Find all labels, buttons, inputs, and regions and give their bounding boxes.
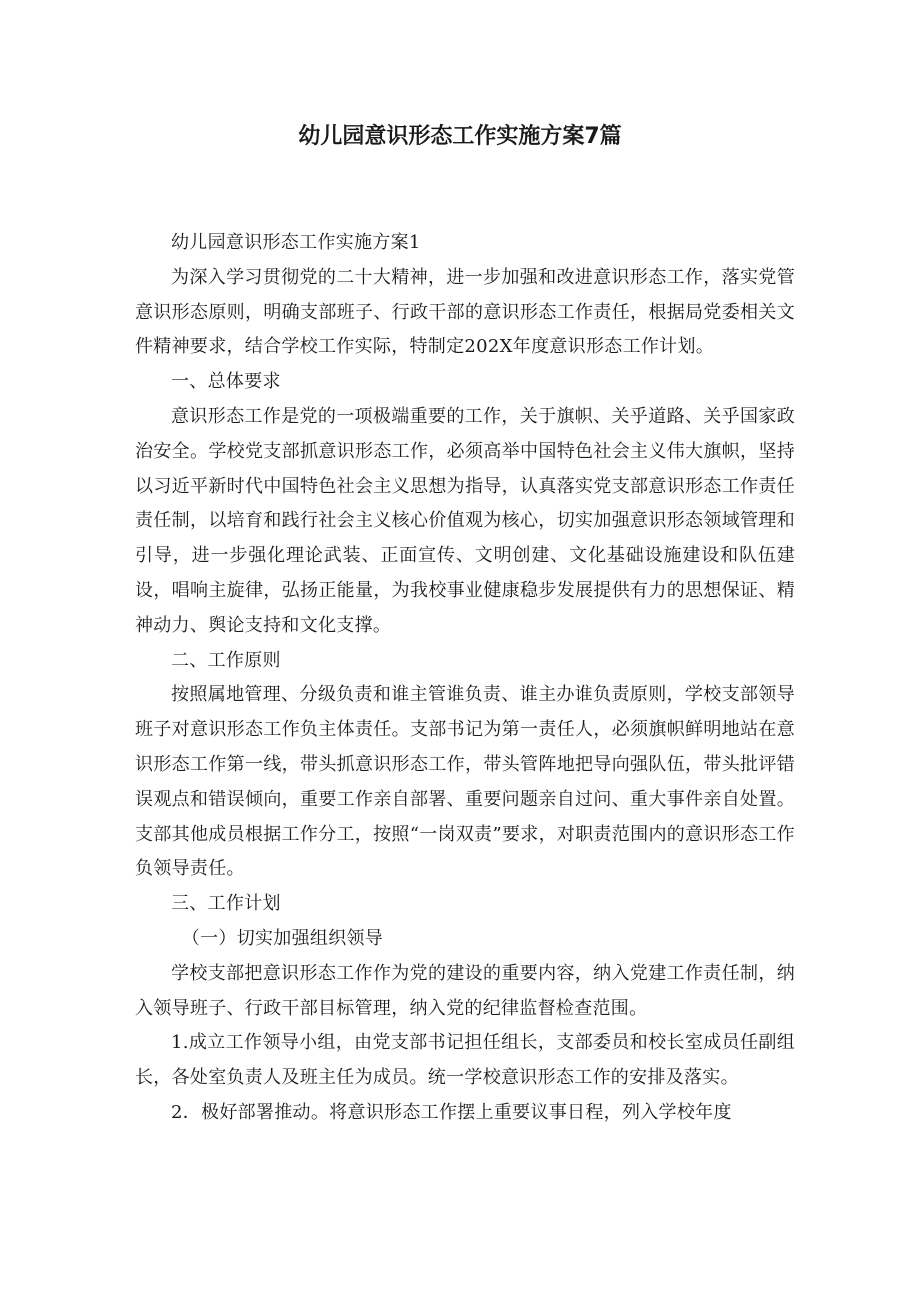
heading-general-requirements: 一、总体要求 [171,371,281,393]
document-title: 幼儿园意识形态工作实施方案7篇 [298,124,622,149]
document-body [135,226,795,1131]
subheading-organization: （一）切实加强组织领导 [181,927,384,949]
list-item: 2．极好部署推动。将意识形态工作摆上重要议事日程，列入学校年度 [171,1101,732,1123]
list-item: 1.成立工作领导小组，由党支部书记担任组长，支部委员和校长室成员任副组长，各处室负责人及班主任为成员。统一学校意识形态工作的安排及落实。 [135,1032,795,1089]
paragraph: 意识形态工作是党的一项极端重要的工作，关于旗帜、关乎道路、关乎国家政治安全。学校党支部抓意识形态工作，必须高举中国特色社会主义伟大旗帜，坚持以习近平新时代中国特色社会主义思想为指导，认真落实党支部意识形态工作责任责任制，以培育和践行社会主义核心价值观为核心，切实加强意识形态领域管理和引导，进一步强化理论武装、正面宣传、文明创建、文化基础设施建设和队伍建设，唱响主旋律，弘扬正能量，为我校事业健康稳步发展提供有力的思想保证、精神动力、舆论支持和文化支撑。 [135,405,795,636]
heading-work-principles: 二、工作原则 [171,649,281,671]
heading-work-plan: 三、工作计划 [171,893,281,915]
paragraph: 学校支部把意识形态工作作为党的建设的重要内容，纳入党建工作责任制，纳入领导班子、行政干部目标管理，纳入党的纪律监督检查范围。 [135,962,795,1019]
paragraph: 为深入学习贯彻党的二十大精神，进一步加强和改进意识形态工作，落实党管意识形态原则，明确支部班子、行政干部的意识形态工作责任，根据局党委相关文件精神要求，结合学校工作实际，特制定202X年度意识形态工作计划。 [135,266,795,358]
section-title: 幼儿园意识形态工作实施方案1 [171,232,421,253]
paragraph: 按照属地管理、分级负责和谁主管谁负责、谁主办谁负责原则，学校支部领导班子对意识形态工作负主体责任。支部书记为第一责任人，必须旗帜鲜明地站在意识形态工作第一线，带头抓意识形态工作，带头管阵地把导向强队伍，带头批评错误观点和错误倾向，重要工作亲自部署、重要问题亲自过问、重大事件亲自处置。支部其他成员根据工作分工，按照“一岗双责”要求，对职责范围内的意识形态工作负领导责任。 [135,684,795,880]
